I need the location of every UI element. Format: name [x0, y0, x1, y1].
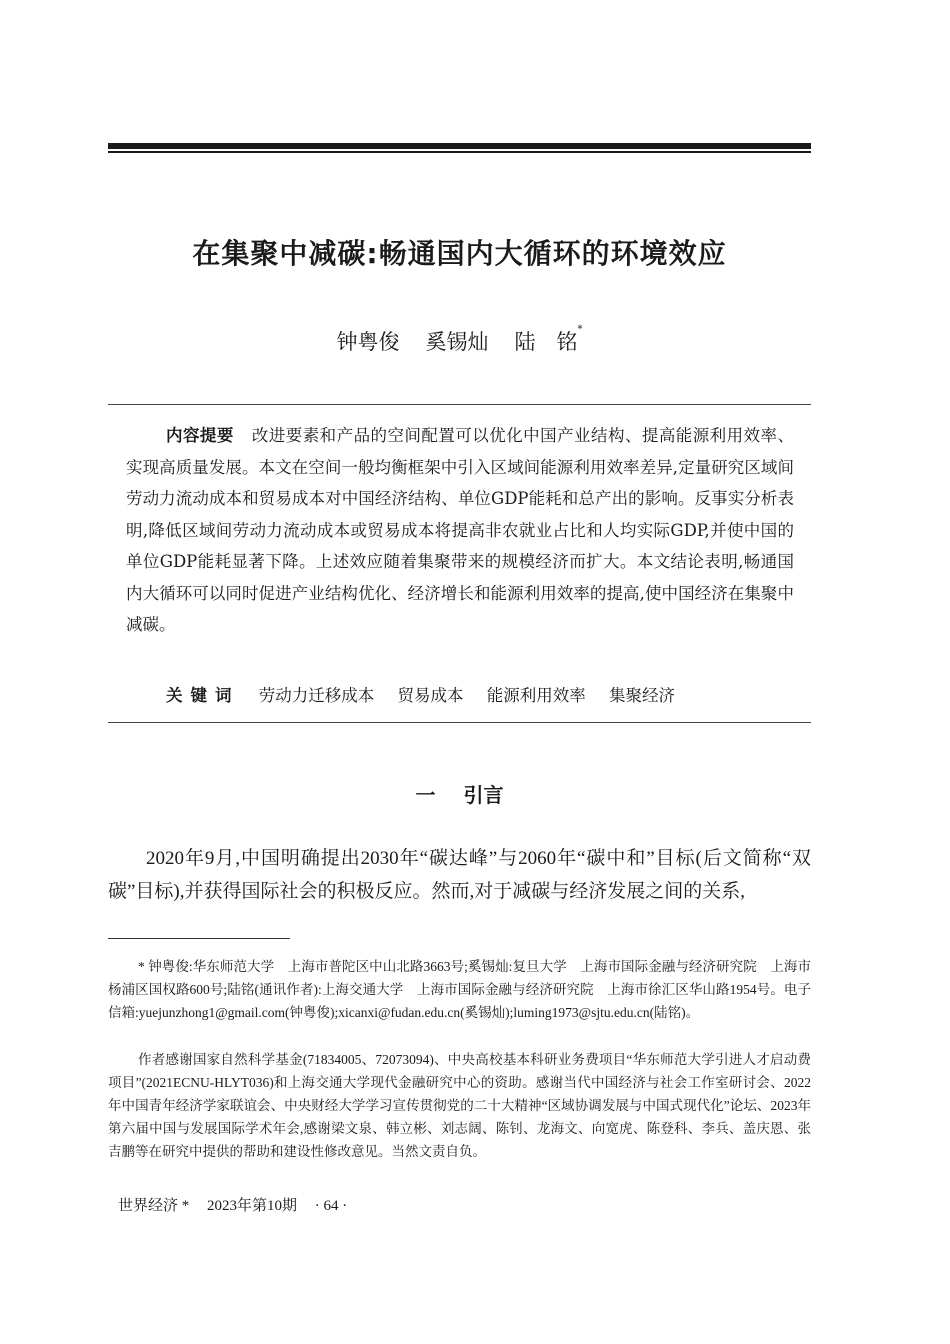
keyword: 贸易成本 [397, 686, 464, 705]
keyword: 集聚经济 [609, 686, 675, 705]
footnote-rule [108, 938, 290, 939]
section-title: 引言 [463, 783, 504, 807]
keywords [166, 682, 806, 706]
author-name: 奚锡灿 [425, 330, 489, 354]
abstract-label: 内容提要 [166, 426, 234, 445]
abstract-top-rule [108, 404, 811, 405]
header-thin-rule [108, 151, 811, 153]
paper-page [108, 0, 811, 1344]
body-paragraph: 2020年9月,中国明确提出2030年“碳达峰”与2060年“碳中和”目标(后文简称“双碳”目标),并获得国际社会的积极反应。然而,对于减碳与经济发展之间的关系, [108, 848, 811, 902]
footnote-author-info: * 钟粤俊:华东师范大学 上海市普陀区中山北路3663号;奚锡灿:复旦大学 上海市国际金融与经济研究院 上海市杨浦区国权路600号;陆铭(通讯作者):上海交通大学 上海市国际金融与经济研究院 上海市徐汇区华山路1954号。电子信箱:yuejunzhong1@gmail.com(钟粤俊);xicanxi@fudan.edu.cn(奚锡灿);luming1973@sjtu.edu.cn(陆铭)。 [108, 959, 811, 1020]
journal-name: 世界经济 * [118, 1198, 190, 1214]
author-name: 钟粤俊 [336, 330, 400, 354]
abstract [126, 420, 794, 641]
author-list [108, 326, 811, 356]
section-heading [108, 779, 811, 808]
header-thick-rule [108, 143, 811, 149]
running-footer [118, 1194, 361, 1215]
keyword: 能源利用效率 [486, 686, 586, 705]
keyword: 劳动力迁移成本 [258, 686, 375, 705]
author-name: 陆 铭 [514, 330, 578, 354]
abstract-bottom-rule [108, 722, 811, 723]
section-number: 一 [415, 783, 436, 807]
paper-title: 在集聚中减碳:畅通国内大循环的环境效应 [192, 237, 727, 270]
keywords-label: 关键词 [166, 686, 240, 705]
footnote-acknowledgement: 作者感谢国家自然科学基金(71834005、72073094)、中央高校基本科研业务费项目“华东师范大学引进人才启动费项目”(2021ECNU-HLYT036)和上海交通大学现代金融研究中心的资助。感谢当代中国经济与社会工作室研讨会、2022年中国青年经济学家联谊会、中央财经大学学习宣传贯彻党的二十大精神“区域协调发展与中国式现代化”论坛、2023年第六届中国与发展国际学术年会,感谢梁文泉、韩立彬、刘志阔、陈钊、龙海文、向宽虎、陈登科、李兵、盖庆恩、张吉鹏等在研究中提供的帮助和建设性修改意见。当然文责自负。 [108, 1052, 811, 1159]
abstract-text: 改进要素和产品的空间配置可以优化中国产业结构、提高能源利用效率、实现高质量发展。本文在空间一般均衡框架中引入区域间能源利用效率差异,定量研究区域间劳动力流动成本和贸易成本对中国经济结构、单位GDP能耗和总产出的影响。反事实分析表明,降低区域间劳动力流动成本或贸易成本将提高非农就业占比和人均实际GDP,并使中国的单位GDP能耗显著下降。上述效应随着集聚带来的规模经济而扩大。本文结论表明,畅通国内大循环可以同时促进产业结构优化、经济增长和能源利用效率的提高,使中国经济在集聚中减碳。 [126, 426, 795, 634]
issue-number: 2023年第10期 [207, 1198, 298, 1214]
author-footnote-mark: * [577, 324, 583, 335]
page-number: · 64 · [314, 1198, 348, 1214]
